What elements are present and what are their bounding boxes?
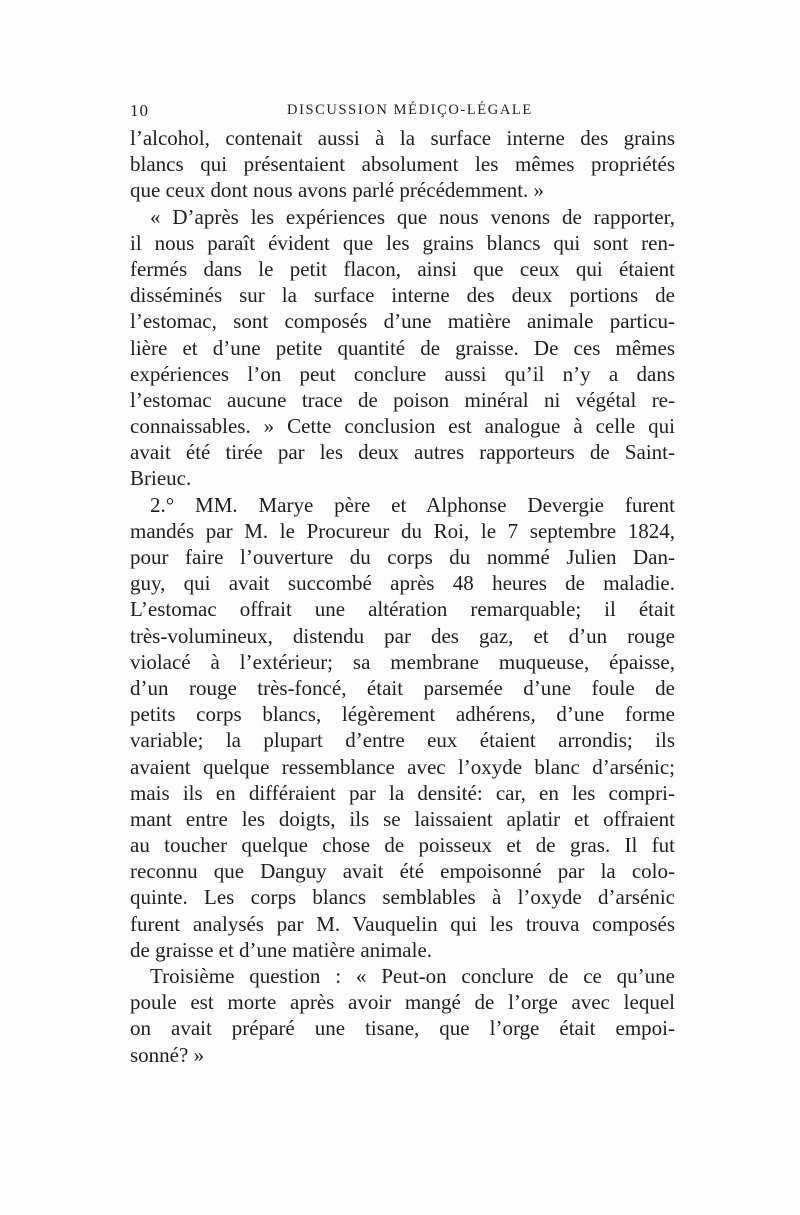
text-line: variable; la plupart d’entre eux étaient arrondis; ils xyxy=(130,728,675,753)
text-line: de graisse et d’une matière animale. xyxy=(130,937,433,962)
text-line: l’estomac aucune trace de poison minéral ni végétal re- xyxy=(130,387,675,412)
text-line: L’estomac offrait une altération remarquable; il était xyxy=(130,597,675,622)
text-line: Brieuc. xyxy=(130,466,192,491)
text-line: pour faire l’ouverture du corps du nommé Julien Dan- xyxy=(130,545,675,569)
text-line: fermés dans le petit flacon, ainsi que ceux qui étaient xyxy=(130,256,675,281)
text-line: guy, qui avait succombé après 48 heures de maladie. xyxy=(130,571,675,596)
text-line: violacé à l’extérieur; sa membrane muqueuse, épaisse, xyxy=(130,649,675,674)
text-line: avaient quelque ressemblance avec l’oxyde blanc d’arsénic; xyxy=(130,754,675,779)
text-line: poule est morte après avoir mangé de l’orge avec lequel xyxy=(130,990,675,1015)
text-line: petits corps blancs, légèrement adhérens, d’une forme xyxy=(130,702,675,727)
text-line: avait été tirée par les deux autres rapporteurs de Saint- xyxy=(130,440,675,465)
text-line: expériences l’on peut conclure aussi qu’il n’y a dans xyxy=(130,361,675,386)
text-line: blancs qui présentaient absolument les mêmes propriétés xyxy=(130,152,675,177)
text-line: lière et d’une petite quantité de graisse. De ces mêmes xyxy=(130,335,675,360)
text-line: très-volumineux, distendu par des gaz, et d’un rouge xyxy=(130,623,675,648)
text-line: Troisième question : « Peut-on conclure de ce qu’une xyxy=(150,964,675,988)
body-text xyxy=(130,125,675,1068)
text-line: furent analysés par M. Vauquelin qui les trouva composés xyxy=(130,911,675,936)
text-line: reconnu que Danguy avait été empoisonné par la colo- xyxy=(130,859,675,884)
text-line: il nous paraît évident que les grains blancs qui sont ren- xyxy=(130,230,675,255)
text-line: que ceux dont nous avons parlé précédemment. » xyxy=(130,178,545,203)
text-line: sonné? » xyxy=(130,1042,205,1067)
running-head: DISCUSSION MÉDIÇO-LÉGALE xyxy=(287,102,533,118)
text-line: mant entre les doigts, ils se laissaient aplatir et offraient xyxy=(130,806,675,831)
text-line: quinte. Les corps blancs semblables à l’oxyde d’arsénic xyxy=(130,885,675,910)
text-line: mandés par M. le Procureur du Roi, le 7 septembre 1824, xyxy=(130,518,675,543)
text-line: au toucher quelque chose de poisseux et de gras. Il fut xyxy=(130,833,675,858)
text-line: on avait préparé une tisane, que l’orge était empoi- xyxy=(130,1016,675,1041)
text-line: « D’après les expériences que nous venons de rapporter, xyxy=(150,204,675,229)
page-header xyxy=(130,101,675,125)
text-line: l’alcohol, contenait aussi à la surface interne des grains xyxy=(130,126,675,150)
text-line: l’estomac, sont composés d’une matière animale particu- xyxy=(130,309,675,334)
text-line: 2.° MM. Marye père et Alphonse Devergie furent xyxy=(150,492,675,517)
text-line: d’un rouge très-foncé, était parsemée d’une foule de xyxy=(130,675,675,700)
text-line: mais ils en différaient par la densité: car, en les compri- xyxy=(130,780,675,805)
text-line: disséminés sur la surface interne des deux portions de xyxy=(130,283,675,308)
page-number: 10 xyxy=(130,101,149,120)
text-line: connaissables. » Cette conclusion est analogue à celle qui xyxy=(130,414,675,439)
